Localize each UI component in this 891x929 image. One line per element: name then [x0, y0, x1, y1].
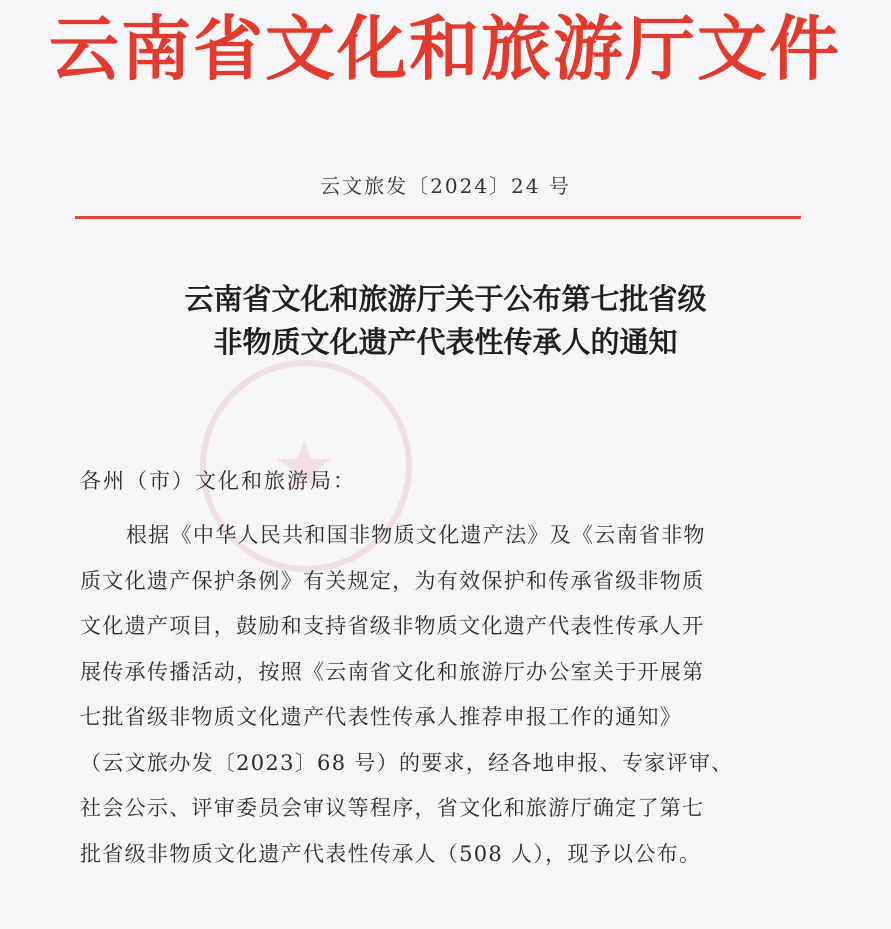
seal-star-icon: ★	[272, 424, 337, 508]
body-line: 文化遗产项目，鼓励和支持省级非物质文化遗产代表性传承人开	[80, 614, 705, 638]
body-line: 根据《中华人民共和国非物质文化遗产法》及《云南省非物	[126, 523, 706, 547]
body-line: 批省级非物质文化遗产代表性传承人（508 人），现予以公布。	[80, 841, 702, 866]
body-line: 展传承传播活动，按照《云南省文化和旅游厅办公室关于开展第	[80, 659, 705, 684]
body-line: （云文旅办发〔2023〕68 号）的要求，经各地申报、专家评审、	[80, 750, 734, 775]
body-paragraph	[80, 513, 820, 877]
document-number: 云文旅发〔2024〕24 号	[320, 174, 571, 198]
body-line: 社会公示、评审委员会审议等程序，省文化和旅游厅确定了第七	[80, 796, 705, 820]
issuer-header: 云南省文化和旅游厅文件	[49, 7, 841, 90]
notice-title-line-1: 云南省文化和旅游厅关于公布第七批省级	[184, 282, 707, 316]
body-line: 质文化遗产保护条例》有关规定，为有效保护和传承省级非物质	[80, 568, 705, 593]
salutation: 各州（市）文化和旅游局：	[80, 469, 356, 493]
body-line: 七批省级非物质文化遗产代表性传承人推荐申报工作的通知》	[80, 705, 683, 729]
notice-title-line-2: 非物质文化遗产代表性传承人的通知	[213, 325, 678, 359]
notice-title	[0, 278, 891, 364]
red-divider-line	[75, 216, 801, 219]
